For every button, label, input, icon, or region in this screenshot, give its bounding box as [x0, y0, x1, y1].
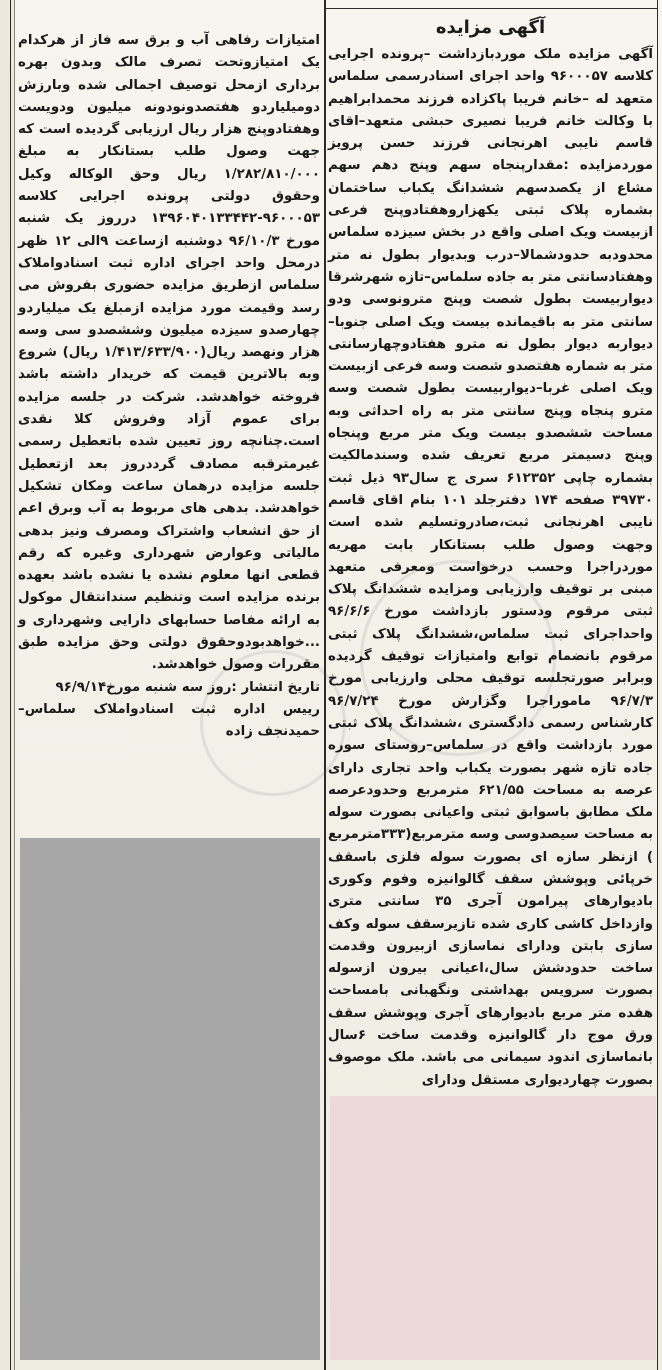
top-rule: [326, 8, 657, 9]
left-border: [10, 0, 11, 1370]
notice-body-right: آگهی مزایده ملک موردبازداشت –پرونده اجرایی کلاسه ۹۶۰۰۰۵۷ واحد اجرای اسنادرسمی سلماس متعهد له –خانم فریبا پاکزاده فرزند محمدابراهیم با وکالت خانم فریبا نصیری حبشی متعهد–اقای قاسم نایبی اهرنجانی فرزند حسن پرویز موردمزایده :مقدارپنجاه سهم وپنج دهم سهم مشاع از یکصدسهم ششدانگ یکباب ساختمان بشماره پلاک ثبتی یکهزاروهفتادوپنج فرعی ازبیست ویک اصلی واقع در بخش سیزده سلماس محدودبه حدودشمالا–درب وبدیوار بطول نه متر وهفتادسانتی متر به جاده سلماس–تازه شهرشرقا دیواربیست بطول شصت وپنج مترونوسی ودو سانتی متر به باقیمانده بیست ویک اصلی جنوبا–دیواربه دیوار بطول نه مترو هفتادوچهارسانتی متر به شماره هفتصدو شصت وسه فرعی ازبیست ویک اصلی غربا–دیواربیست بطول شصت وسه مترو پنجاه وپنج سانتی متر به راه احداثی وبه مساحت ششصدو بیست ویک متر مربع وپنجاه وپنج دسیمتر مربع تعریف شده وسندمالکیت بشماره چاپی ۶۱۲۳۵۲ سری ج سال۹۳ ذیل ثبت ۳۹۷۳۰ صفحه ۱۷۴ دفترجلد ۱۰۱ بنام اقای قاسم نایبی اهرنجانی ثبت،صادروتسلیم شده است وجهت وصول طلب بستانکار بابت مهریه موردراجرا وحسب درخواست ومعرفی متعهد مبنی بر توقیف وارزیابی ومزایده ششدانگ پلاک ثبتی مرقوم ودستور بازداشت مورخ ۹۶/۶/۶ واحداجرای ثبت سلماس،ششدانگ پلاک ثبتی مرقوم بانضمام توابع وامتیازات توقیف گردیده وبرابر صورتجلسه توقیف محلی وارزیابی مورخ ۹۶/۷/۳ ماموراجرا وگزارش مورخ ۹۶/۷/۲۴ کارشناس رسمی دادگستری ،ششدانگ پلاک ثبتی مورد بازداشت واقع در سلماس–روستای سوره جاده تازه شهر بصورت یکباب واحد تجاری دارای عرصه به مساحت ۶۲۱/۵۵ مترمربع وحدودعرصه ملک مطابق باسوابق ثبتی واعیانی بصورت سوله به مساحت سیصدوسی وسه مترمربع(۳۳۳مترمربع ) ازنظر سازه ای بصورت سوله فلزی باسقف خرپائی وپوشش سقف گالوانیزه وفوم وکوری بادیوارهای پیرامون آجری ۳۵ سانتی متری وازداخل کاشی کاری شده تازیرسقف سوله وکف سازی بابتن ودارای نماسازی ازبیرون وقدمت ساخت حدودشش سال،اعیانی بیرون ازسوله بصورت سرویس بهداشتی ونگهبانی بامساحت هفده متر مربع بادیوارهای آجری وپوشش سقف ورق موج دار گالوانیزه وقدمت ساخت ۶سال بانماسازی اندود سیمانی می باشد. ملک موصوف بصورت چهاردیواری مستقل ودارای: [328, 47, 653, 1088]
right-border: [657, 0, 658, 1370]
signature-line: رییس اداره ثبت اسنادواملاک سلماس–حمیدنجف زاده: [18, 701, 320, 740]
publish-date: تاریخ انتشار :روز سه شنبه مورخ۹۶/۹/۱۴: [55, 679, 320, 695]
right-column-text: [328, 44, 653, 1092]
notice-body-left: امتیازات رفاهی آب و برق سه فاز از هرکدام یک امتیازوتحت تصرف مالک وبدون بهره برداری ازمحل توصیف اجمالی شده وبارزش دومیلیاردو هفتصدونودونه میلیون ودویست وهفتادوپنج هزار ریال ارزیابی گردیده است که جهت وصول طلب بستانکار به مبلغ ۱/۲۸۲/۸۱۰/۰۰۰ ریال وحق الوکاله وکیل وحقوق دولتی پرونده اجرایی کلاسه ۹۶۰۰۰۵۳-۱۳۹۶۰۴۰۱۳۳۴۴۲ درروز یک شنبه مورخ ۹۶/۱۰/۳ دوشنبه ازساعت ۹الی ۱۲ ظهر درمحل واحد اجرای اداره ثبت اسنادواملاک سلماس ازطریق مزایده حضوری بفروش می رسد وقیمت مورد مزایده ازمبلغ یک میلیاردو چهارصدو سیزده میلیون وششصدو سی وسه هزار ونهصد ریال(۱/۴۱۳/۶۳۳/۹۰۰ ریال) شروع وبه بالاترین قیمت که خریدار داشته باشد فروخته خواهدشد. شرکت در جلسه مزایده برای عموم آزاد وفروش کلا نقدی است.چنانچه روز تعیین شده باتعطیل رسمی غیرمترقبه مصادف گرددروز بعد ازتعطیل جلسه مزایده درهمان ساعت ومکان تشکیل خواهدشد. بدهی های مربوط به آب وبرق اعم از حق انشعاب واشتراک ومصرف ونیز بدهی مالیاتی وعوارض شهرداری وغیره که رقم قطعی انها معلوم نشده یا نشده باشد بعهده برنده مزایده است وتنظیم سندانتقال موکول به ارائه مفاصا حسابهای دارایی وشهرداری و ...خواهدبودوحقوق دولتی وحق مزایده طبق مقررات وصول خواهدشد.: [18, 33, 320, 673]
redacted-area: [20, 838, 320, 1360]
highlight-band: [330, 1096, 656, 1360]
left-column-text: [18, 30, 320, 744]
notice-title: آگهی مزایده: [435, 17, 546, 38]
adjacent-column-edge: [0, 0, 15, 1370]
